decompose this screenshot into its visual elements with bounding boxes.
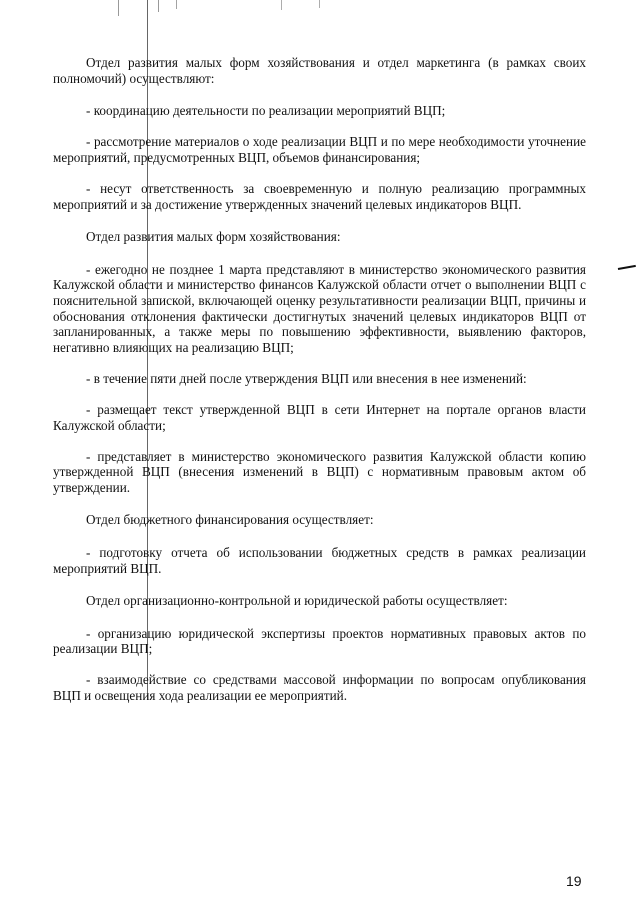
- paragraph-list-item: - несут ответственность за своевременную и полную реализацию программных мероприятий и за достижение утвержденных значений целевых индикаторов ВЦП.: [53, 180, 586, 212]
- paragraph-department-heading: Отдел организационно-контрольной и юридической работы осуществляет:: [86, 593, 508, 609]
- page-number: 19: [566, 873, 582, 889]
- paragraph-list-item: - размещает текст утвержденной ВЦП в сети Интернет на портале органов власти Калужской области;: [53, 401, 586, 433]
- paragraph-list-item: - ежегодно не позднее 1 марта представляют в министерство экономического развития Калужской области и министерство финансов Калужской области отчет о выполнении ВЦП с пояснительной запиской, включающей оценку результативности реализации ВЦП, причины и обоснования отклонения фактически достигнутых значений целевых индикаторов ВЦП от запланированных, а также меры по повышению эффективности, выявлению факторов, негативно влияющих на реализацию ВЦП;: [53, 261, 586, 355]
- edge-mark: [618, 265, 636, 270]
- paragraph-list-item: - в течение пяти дней после утверждения ВЦП или внесения в нее изменений:: [86, 370, 527, 386]
- scan-artifact-line: [118, 0, 119, 16]
- paragraph-list-item: - организацию юридической экспертизы проектов нормативных правовых актов по реализации ВЦП;: [53, 625, 586, 657]
- scan-artifact-line: [319, 0, 320, 8]
- paragraph-list-item: - рассмотрение материалов о ходе реализации ВЦП и по мере необходимости уточнение мероприятий, предусмотренных ВЦП, объемов финансирования;: [53, 134, 586, 165]
- scan-artifact-line: [281, 0, 282, 10]
- paragraph-list-item: - представляет в министерство экономического развития Калужской области копию утвержденной ВЦП (внесения изменений в ВЦП) с нормативным правовым актом об утверждении.: [53, 448, 586, 495]
- paragraph-department-heading: Отдел развития малых форм хозяйствования и отдел маркетинга (в рамках своих полномочий) осуществляют:: [53, 55, 586, 86]
- paragraph-list-item: - координацию деятельности по реализации мероприятий ВЦП;: [86, 103, 446, 119]
- scan-artifact-line: [158, 0, 159, 12]
- document-body: [53, 55, 586, 719]
- paragraph-list-item: - подготовку отчета об использовании бюджетных средств в рамках реализации мероприятий ВЦП.: [53, 544, 586, 576]
- paragraph-list-item: - взаимодействие со средствами массовой информации по вопросам опубликования ВЦП и освещения хода реализации ее мероприятий.: [53, 672, 586, 704]
- scan-artifact-line: [176, 0, 177, 9]
- paragraph-department-heading: Отдел бюджетного финансирования осуществляет:: [86, 512, 374, 528]
- paragraph-department-heading: Отдел развития малых форм хозяйствования:: [86, 229, 341, 245]
